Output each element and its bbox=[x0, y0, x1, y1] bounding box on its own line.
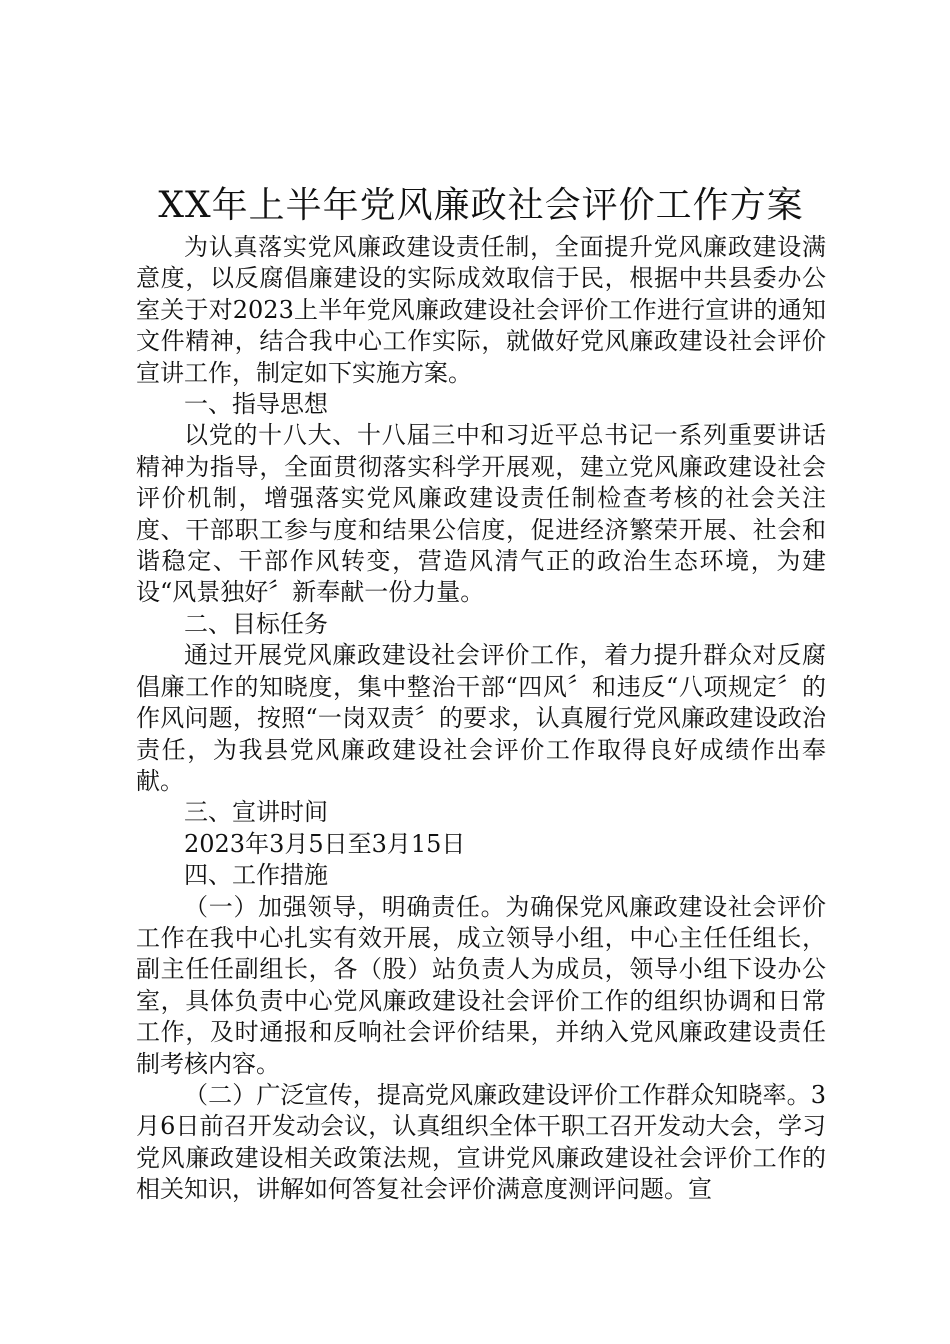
document-title: XX年上半年党风廉政社会评价工作方案 bbox=[158, 185, 804, 226]
document-body bbox=[136, 184, 826, 1206]
guiding-ideology-paragraph: 以党的十八大、十八届三中和习近平总书记一系列重要讲话精神为指导，全面贯彻落实科学开展观，建立党风廉政建设社会评价机制，增强落实党风廉政建设责任制检查考核的社会关注度、干部职工参与度和结果公信度，促进经济繁荣开展、社会和谐稳定、干部作风转变，营造风清气正的政治生态环境，为建设“风景独好〞新奉献一份力量。 bbox=[136, 421, 826, 607]
section-heading-measures: 四、工作措施 bbox=[184, 861, 328, 890]
measure-leadership-paragraph: （一）加强领导，明确责任。为确保党风廉政建设社会评价工作在我中心扎实有效开展，成立领导小组，中心主任任组长，副主任任副组长，各（股）站负责人为成员，领导小组下设办公室，具体负责中心党风廉政建设社会评价工作的组织协调和日常工作，及时通报和反响社会评价结果，并纳入党风廉政建设责任制考核内容。 bbox=[136, 892, 826, 1078]
goals-paragraph: 通过开展党风廉政建设社会评价工作，着力提升群众对反腐倡廉工作的知晓度，集中整治干部“四风〞和违反“八项规定〞的作风问题，按照“一岗双责〞的要求，认真履行党风廉政建设政治责任，为我县党风廉政建设社会评价工作取得良好成绩作出奉献。 bbox=[136, 641, 826, 795]
schedule-paragraph: 2023年3月5日至3月15日 bbox=[184, 829, 466, 858]
intro-paragraph: 为认真落实党风廉政建设责任制，全面提升党风廉政建设满意度，以反腐倡廉建设的实际成效取信于民，根据中共县委办公室关于对2023上半年党风廉政建设社会评价工作进行宣讲的通知文件精神，结合我中心工作实际，就做好党风廉政建设社会评价宣讲工作，制定如下实施方案。 bbox=[136, 233, 826, 387]
measure-publicity-paragraph: （二）广泛宣传，提高党风廉政建设评价工作群众知晓率。3月6日前召开发动会议，认真组织全体干职工召开发动大会，学习党风廉政建设相关政策法规，宣讲党风廉政建设社会评价工作的相关知识，讲解如何答复社会评价满意度测评问题。宣 bbox=[136, 1080, 826, 1204]
section-heading-goals: 二、目标任务 bbox=[184, 609, 328, 638]
section-heading-guiding-ideology: 一、指导思想 bbox=[184, 390, 328, 419]
section-heading-schedule: 三、宣讲时间 bbox=[184, 798, 328, 827]
